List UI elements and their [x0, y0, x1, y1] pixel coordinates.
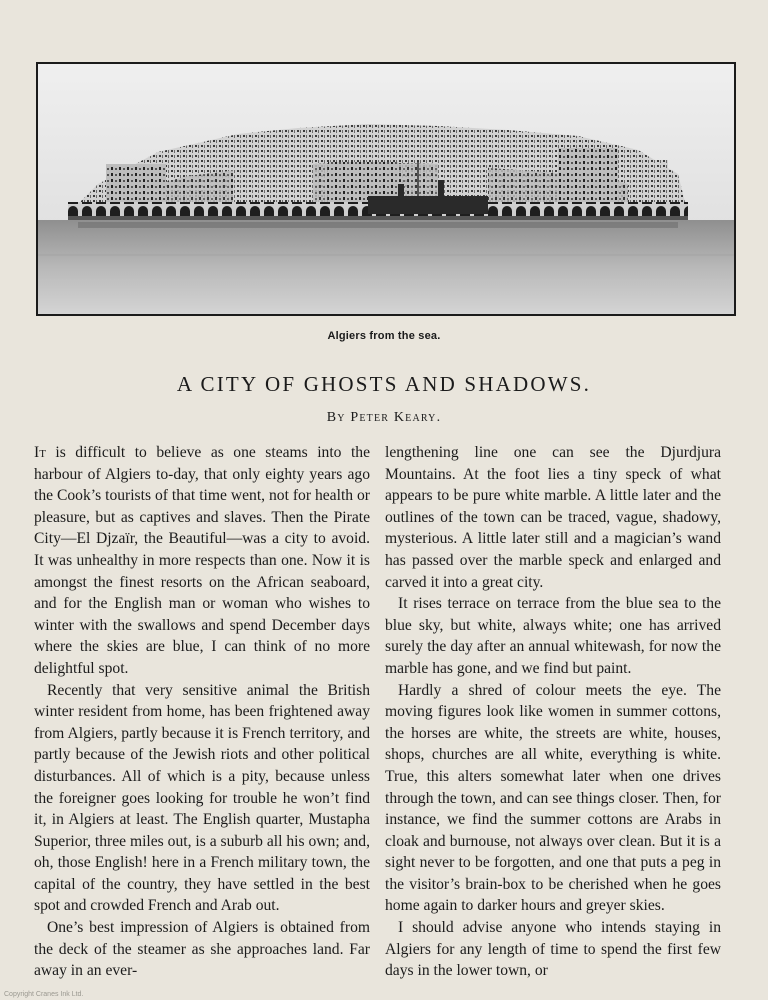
opening-word: It [34, 444, 46, 461]
article-title: A CITY OF GHOSTS AND SHADOWS. [176, 372, 592, 396]
paragraph: lengthening line one can see the Djurdjura Mountains. At the foot lies a tiny speck of what appears to be pure white marble. A little later and the outlines of the town can be traced, vague, shadowy, mysterious. A little later still and a magician’s wand has passed over the marble speck and enlarged and carved it into a great city. [385, 444, 721, 591]
left-column [34, 442, 370, 992]
paragraph: It rises terrace on terrace from the blue sea to the blue sky, but white, always white; one has arrived surely the day after an annual whitewash, for now the marble has gone, and we find but paint. [385, 595, 721, 677]
harbour-illustration [38, 64, 734, 314]
paragraph [34, 442, 370, 680]
paragraph: One’s best impression of Algiers is obtained from the deck of the steamer as she approaches land. Far away in an ever- [34, 919, 370, 980]
photo-caption: Algiers from the sea. [327, 330, 441, 342]
paragraph: Recently that very sensitive animal the British winter resident from home, has been frightened away from Algiers, partly because it is French territory, and partly because of the Jewish riots and other political disturbances. All of which is a pity, because unless the foreigner goes looking for trouble he won’t find it, in Algiers at least. The English quarter, Mustapha Superior, three miles out, is a suburb all his own; and, oh, those English! here in a French military town, the capital of the country, they have settled in the best spot and crowded French and Arab out. [34, 681, 370, 915]
paragraph: I should advise anyone who intends staying in Algiers for any length of time to spend the first few days in the lower town, or [385, 919, 721, 980]
paragraph: Hardly a shred of colour meets the eye. The moving figures look like women in summer cottons, the horses are white, the streets are white, houses, shops, churches are all white, everything is white. True, this alters somewhat later when one drives through the town, and can see things closer. Then, for instance, we find the summer cottons are Arabs in cloak and burnouse, not always over clean. But it is a sight never to be forgotten, and one that puts a peg in the visitor’s brain-box to be cherished when he goes home again to darker hours and greyer skies. [385, 681, 721, 915]
copyright-watermark: Copyright Cranes Ink Ltd. [4, 991, 84, 998]
paragraph-text: is difficult to believe as one steams into the harbour of Algiers to-day, that only eighty years ago the Cook’s tourists of that time went, not for health or pleasure, but as captives and slaves. Then the Pirate City—El Djzaïr, the Beautiful—was a city to avoid. It was unhealthy in more respects than one. Now it is amongst the finest resorts on the African seaboard, and for the English man or woman who wishes to winter with the swallows and spend December days where the skies are blue, I can think of no more delightful spot. [34, 444, 370, 677]
right-column [385, 442, 721, 992]
article-byline: By Peter Keary. [326, 410, 442, 425]
algiers-photograph [36, 62, 736, 316]
